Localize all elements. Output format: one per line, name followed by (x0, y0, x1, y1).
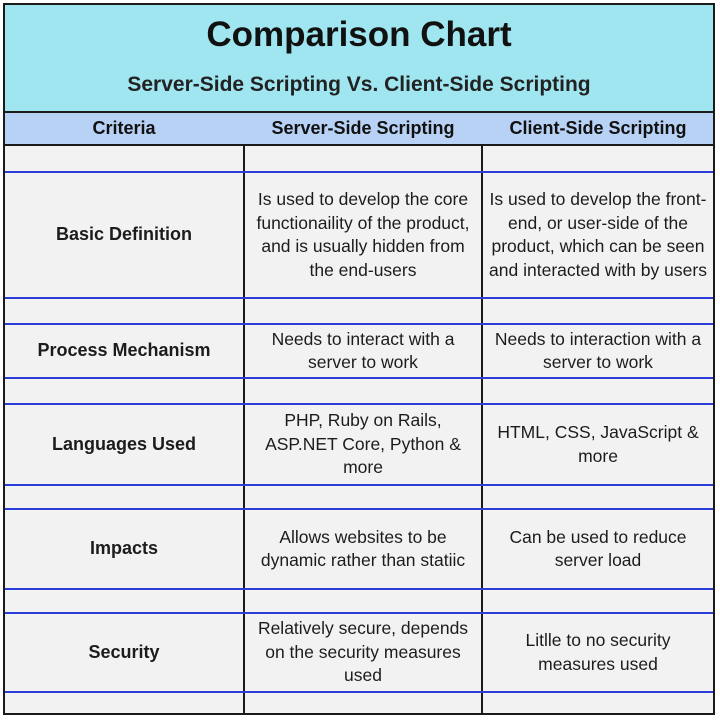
row-separator (5, 297, 713, 299)
table-row-client: Litlle to no security measures used (525, 630, 671, 674)
column-header-criteria: Criteria (92, 118, 156, 138)
row-separator (5, 377, 713, 379)
table-row-server: Allows websites to be dynamic rather than statiic (260, 526, 466, 570)
table-row-server: PHP, Ruby on Rails, ASP.NET Core, Python & more (265, 410, 461, 478)
chart-subtitle: Server-Side Scripting Vs. Client-Side Scripting (127, 73, 591, 96)
column-header-server-side: Server-Side Scripting (271, 118, 455, 138)
table-row-client: Is used to develop the front-end, or user-side of the product, which can be seen and interacted with by users (489, 189, 707, 280)
table-row-client: Needs to interaction with a server to work (494, 328, 702, 372)
table-row-criteria: Security (88, 641, 160, 662)
comparison-table-body (5, 146, 713, 713)
table-row-criteria: Languages Used (51, 433, 197, 454)
table-row-server: Relatively secure, depends on the security measures used (257, 618, 469, 686)
table-row-criteria: Impacts (89, 538, 159, 559)
table-row-client: HTML, CSS, JavaScript & more (497, 422, 699, 466)
table-row-criteria: Process Mechanism (37, 340, 211, 361)
chart-header (5, 5, 713, 113)
table-row-client: Can be used to reduce server load (509, 526, 687, 570)
column-header-client-side: Client-Side Scripting (509, 118, 687, 138)
row-separator (5, 484, 713, 486)
column-header-row (5, 113, 713, 146)
comparison-chart (3, 3, 715, 715)
chart-title: Comparison Chart (206, 15, 512, 54)
table-row-server: Is used to develop the core functionaility of the product, and is usually hidden from the end-users (256, 189, 470, 280)
row-separator (5, 588, 713, 590)
table-row-server: Needs to interact with a server to work (271, 328, 455, 372)
row-separator (5, 691, 713, 693)
table-row-criteria: Basic Definition (55, 224, 193, 245)
